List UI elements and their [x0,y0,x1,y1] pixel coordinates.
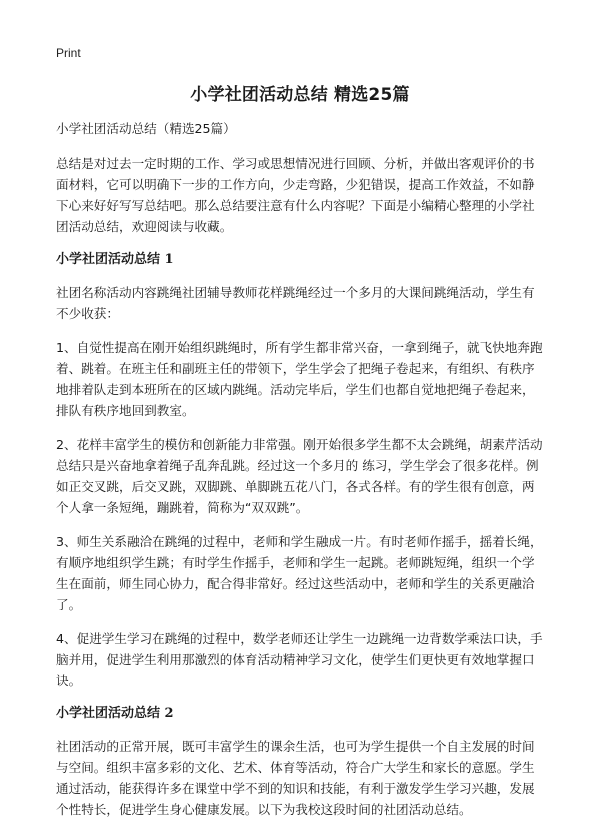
intro-paragraph: 总结是对过去一定时期的工作、学习或思想情况进行回顾、分析，并做出客观评价的书面材料，它可以明确下一步的工作方向，少走弯路，少犯错误，提高工作效益，不如静下心来好好写写总结吧。那么总结要注意有什么内容呢？下面是小编精心整理的小学社团活动总结，欢迎阅读与收藏。 [56,156,535,234]
section-1-paragraph: 社团名称活动内容跳绳社团辅导教师花样跳绳经过一个多月的大课间跳绳活动，学生有不少收获： [56,285,535,321]
section-1-paragraph: 4、促进学生学习在跳绳的过程中，数学老师还让学生一边跳绳一边背数学乘法口诀，手脑并用，促进学生利用那激烈的体育活动精神学习文化，使学生们更快更有效地掌握口诀。 [56,631,543,688]
section-1-paragraph: 3、师生关系融洽在跳绳的过程中，老师和学生融成一片。有时老师作摇手，摇着长绳，有顺序地组织学生跳；有时学生作摇手，老师和学生一起跳。老师跳短绳，组织一个学生在面前，师生同心协力，配合得非常好。经过这些活动中，老师和学生的关系更融洽了。 [56,534,543,612]
document-subtitle: 小学社团活动总结（精选25篇） [56,121,236,136]
section-1-heading: 小学社团活动总结 1 [56,252,174,267]
document-body [56,118,546,833]
section-2-heading: 小学社团活动总结 2 [56,706,174,721]
print-link[interactable]: Print [56,46,81,60]
page-title: 小学社团活动总结 精选25篇 [190,85,410,105]
section-1-paragraph: 2、花样丰富学生的模仿和创新能力非常强。刚开始很多学生都不太会跳绳，胡素芹活动总结只是兴奋地拿着绳子乱奔乱跳。经过这一个多月的 练习，学生学会了很多花样。例如正交叉跳，后交叉跳，双脚跳、单脚跳五花八门，各式各样。有的学生很有创意，两个人拿一条短绳，蹦跳着，简称为“双双跳”。 [56,437,543,515]
section-2-paragraph: 社团活动的正常开展，既可丰富学生的课余生活，也可为学生提供一个自主发展的时间与空间。组织丰富多彩的文化、艺术、体育等活动，符合广大学生和家长的意愿。学生通过活动，能获得许多在课堂中学不到的知识和技能，有利于激发学生学习兴趣，发展个性特长，促进学生身心健康发展。以下为我校这段时间的社团活动总结。 [56,739,535,817]
section-1-paragraph: 1、自觉性提高在刚开始组织跳绳时，所有学生都非常兴奋，一拿到绳子，就飞快地奔跑着、跳着。在班主任和副班主任的带领下，学生学会了把绳子卷起来，有组织、有秩序地排着队走到本班所在的区域内跳绳。活动完毕后，学生们也都自觉地把绳子卷起来，排队有秩序地回到教室。 [56,340,543,418]
